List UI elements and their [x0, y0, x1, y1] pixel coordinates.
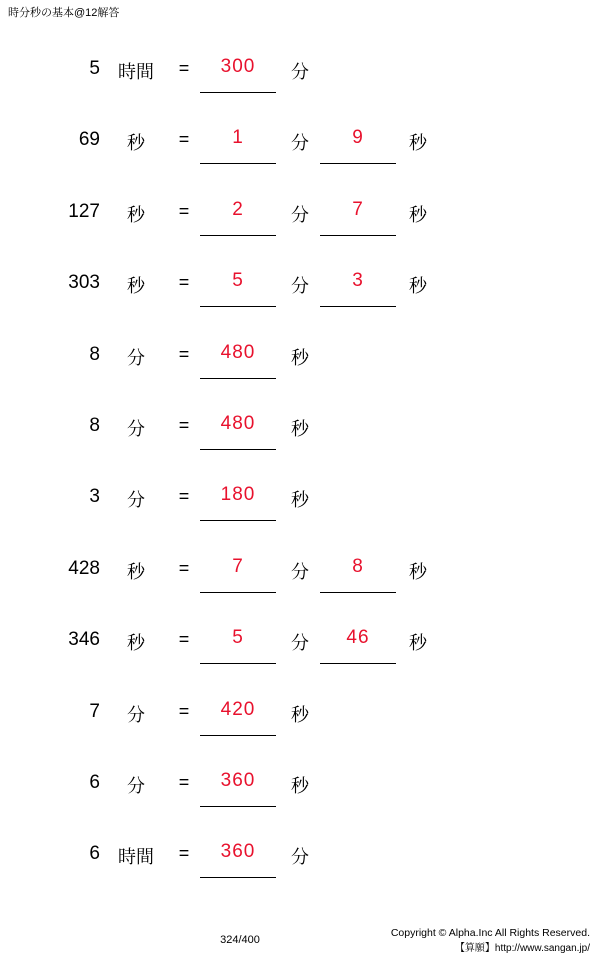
answer-rule-2: [320, 235, 396, 236]
answer-value-1: 360: [220, 769, 256, 791]
answer-rule-2: [320, 592, 396, 593]
answer-field-2[interactable]: [320, 127, 396, 171]
answer-value-1: 300: [220, 56, 256, 77]
answer-field-1[interactable]: [200, 270, 276, 314]
problem-unit: 秒: [127, 133, 145, 154]
answer-field-1[interactable]: [200, 127, 276, 171]
answer-rule-2: [320, 663, 396, 664]
answer-value-1: 7: [232, 555, 244, 577]
answer-rule-1: [200, 877, 276, 878]
answer-value-1: 2: [232, 198, 244, 220]
answer-unit-2: 秒: [409, 204, 427, 225]
problem-value: 69: [78, 129, 100, 151]
answer-rule-1: [200, 735, 276, 736]
problem-row: [0, 258, 600, 329]
answer-value-1: 480: [220, 341, 256, 363]
answer-unit-2: 秒: [409, 276, 427, 297]
problem-unit: 秒: [127, 561, 145, 582]
answer-unit-1: 秒: [291, 347, 309, 368]
equals-sign: =: [178, 486, 190, 507]
answer-field-1[interactable]: [200, 841, 276, 885]
problem-row: [0, 829, 600, 900]
answer-unit-1: 秒: [291, 490, 309, 511]
equals-sign: =: [178, 343, 190, 364]
answer-field-2[interactable]: [320, 556, 396, 600]
answer-field-2[interactable]: [320, 199, 396, 243]
answer-unit-1: 分: [291, 847, 309, 868]
problem-value: 127: [68, 200, 100, 222]
answer-field-2[interactable]: [320, 627, 396, 671]
answer-value-2: 46: [346, 627, 370, 649]
answer-value-1: 420: [220, 698, 256, 720]
problem-unit: 分: [127, 775, 145, 796]
answer-value-2: 9: [352, 127, 364, 149]
problem-value: 3: [89, 486, 100, 508]
answer-value-1: 360: [220, 841, 256, 863]
answer-rule-1: [200, 520, 276, 521]
problem-row: [0, 44, 600, 115]
answer-value-2: 8: [352, 555, 364, 577]
answer-unit-1: 分: [291, 133, 309, 154]
problem-value: 428: [68, 557, 100, 579]
answer-unit-1: 分: [291, 633, 309, 654]
answer-rule-2: [320, 306, 396, 307]
problem-value: 7: [89, 700, 100, 722]
answer-rule-1: [200, 378, 276, 379]
answer-value-1: 480: [220, 412, 256, 434]
equals-sign: =: [178, 771, 190, 792]
answer-unit-1: 分: [291, 62, 309, 82]
answer-rule-1: [200, 592, 276, 593]
answer-value-1: 180: [220, 484, 256, 506]
answer-rule-1: [200, 235, 276, 236]
problem-value: 346: [68, 629, 100, 651]
problem-unit: 秒: [127, 633, 145, 654]
answer-value-2: 7: [352, 198, 364, 220]
answer-unit-1: 秒: [291, 418, 309, 439]
answer-value-2: 3: [352, 270, 364, 292]
answer-field-1[interactable]: [200, 699, 276, 743]
problem-row: [0, 758, 600, 829]
problem-value: 6: [89, 771, 100, 793]
answer-value-1: 5: [232, 270, 244, 292]
answer-unit-2: 秒: [409, 633, 427, 654]
problem-unit: 秒: [127, 276, 145, 297]
equals-sign: =: [178, 200, 190, 221]
answer-field-1[interactable]: [200, 56, 276, 100]
answer-unit-2: 秒: [409, 133, 427, 154]
problem-value: 8: [89, 414, 100, 436]
answer-field-1[interactable]: [200, 627, 276, 671]
equals-sign: =: [178, 414, 190, 435]
problem-value: 8: [89, 343, 100, 365]
page-number: 324/400: [220, 934, 260, 946]
answer-rule-2: [320, 163, 396, 164]
problem-row: [0, 687, 600, 758]
answer-field-1[interactable]: [200, 342, 276, 386]
equals-sign: =: [178, 843, 190, 864]
equals-sign: =: [178, 700, 190, 721]
problem-unit: 分: [127, 347, 145, 368]
problem-unit: 分: [127, 490, 145, 511]
problem-unit: 時間: [118, 847, 154, 868]
problem-value: 5: [89, 58, 100, 79]
footer-credits: [391, 926, 590, 956]
answer-value-1: 5: [232, 627, 244, 649]
problem-unit: 分: [127, 418, 145, 439]
problem-row: [0, 330, 600, 401]
answer-rule-1: [200, 449, 276, 450]
answer-field-1[interactable]: [200, 556, 276, 600]
problem-row: [0, 472, 600, 543]
answer-unit-1: 秒: [291, 704, 309, 725]
problem-row: [0, 615, 600, 686]
answer-field-1[interactable]: [200, 484, 276, 528]
answer-rule-1: [200, 92, 276, 93]
problem-row: [0, 544, 600, 615]
problem-unit: 秒: [127, 204, 145, 225]
problem-list: [0, 44, 600, 901]
answer-field-2[interactable]: [320, 270, 396, 314]
copyright-text: Copyright © Alpha.Inc All Rights Reserved.: [390, 927, 590, 939]
equals-sign: =: [178, 629, 190, 650]
answer-value-1: 1: [232, 127, 244, 149]
answer-unit-1: 分: [291, 276, 309, 297]
equals-sign: =: [178, 58, 190, 78]
answer-rule-1: [200, 306, 276, 307]
site-link[interactable]: 【算願】http://www.sangan.jp/: [454, 943, 590, 954]
answer-unit-1: 分: [291, 561, 309, 582]
problem-value: 303: [68, 272, 100, 294]
equals-sign: =: [178, 557, 190, 578]
problem-row: [0, 187, 600, 258]
answer-rule-1: [200, 663, 276, 664]
answer-rule-1: [200, 806, 276, 807]
answer-rule-1: [200, 163, 276, 164]
problem-row: [0, 115, 600, 186]
answer-unit-1: 秒: [291, 775, 309, 796]
equals-sign: =: [178, 129, 190, 150]
problem-unit: 分: [127, 704, 145, 725]
page-title: 時分秒の基本@12解答: [8, 7, 120, 19]
answer-unit-2: 秒: [409, 561, 427, 582]
answer-unit-1: 分: [291, 204, 309, 225]
answer-field-1[interactable]: [200, 770, 276, 814]
answer-field-1[interactable]: [200, 413, 276, 457]
problem-value: 6: [89, 843, 100, 865]
answer-field-1[interactable]: [200, 199, 276, 243]
problem-row: [0, 401, 600, 472]
equals-sign: =: [178, 272, 190, 293]
problem-unit: 時間: [118, 62, 154, 82]
